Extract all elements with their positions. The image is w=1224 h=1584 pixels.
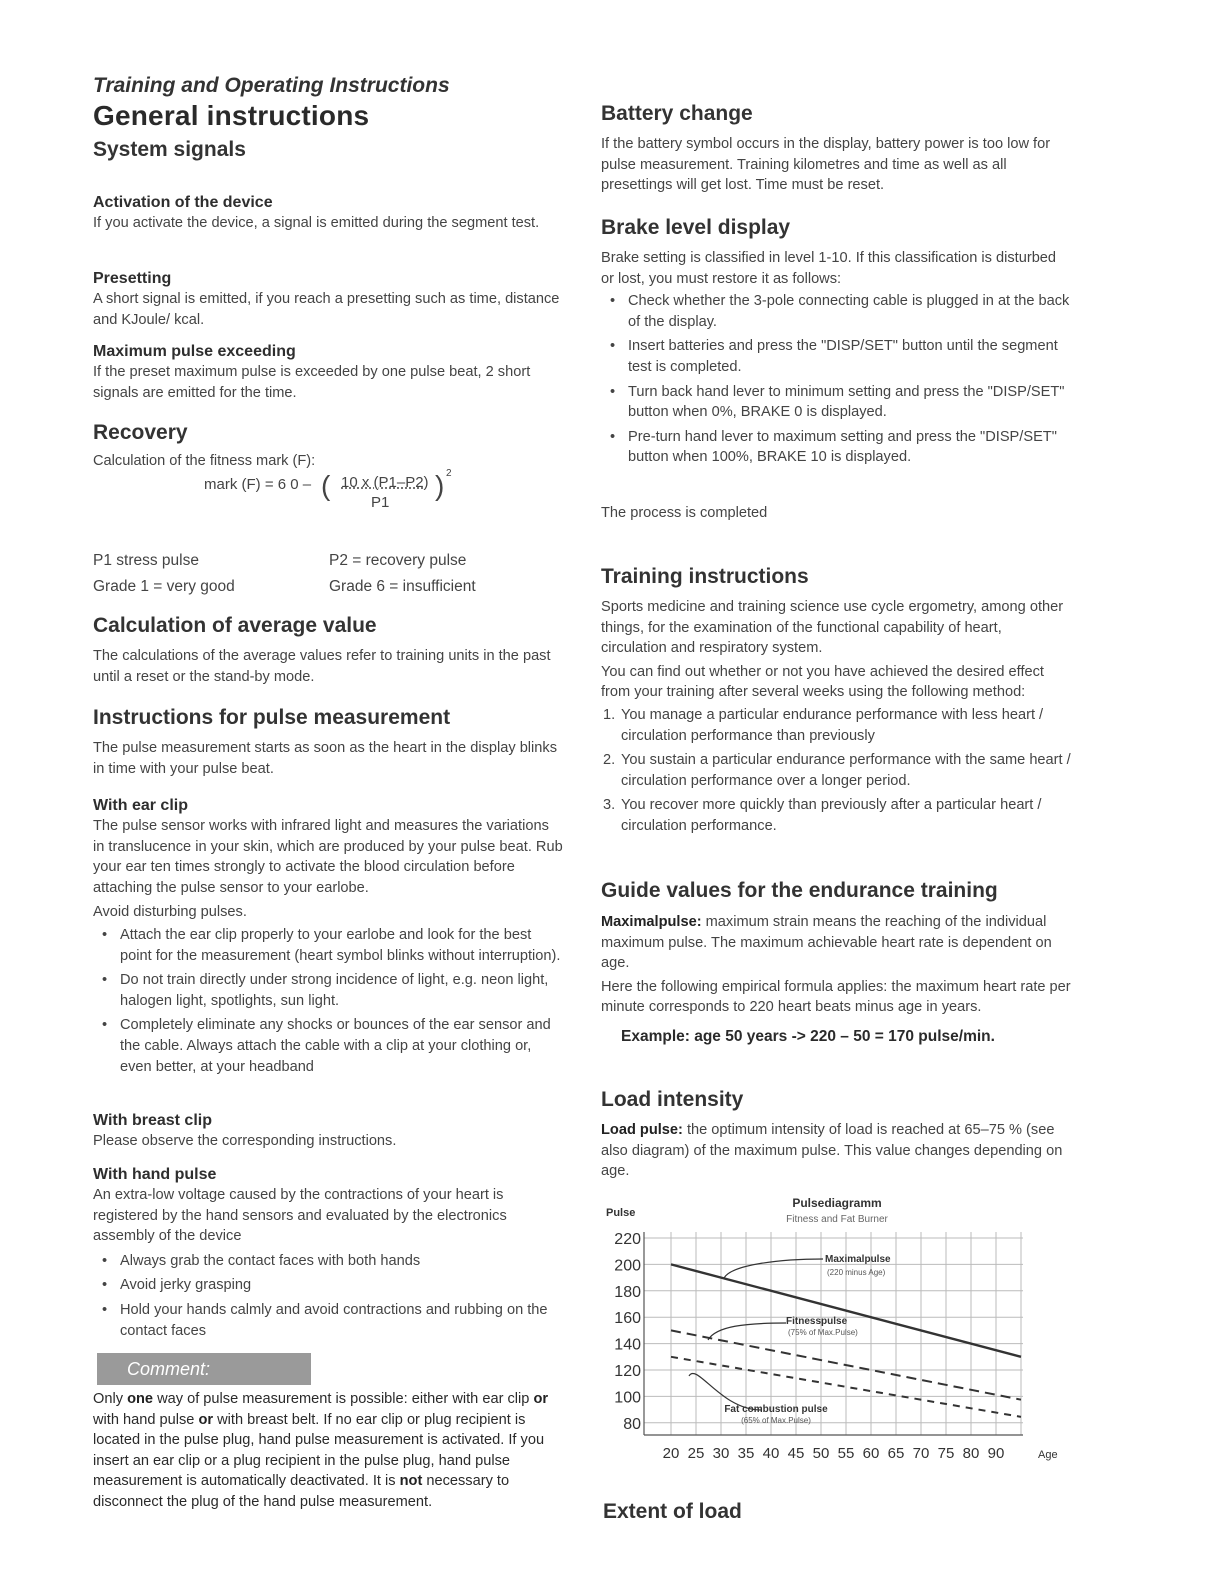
activation-text: If you activate the device, a signal is emitted during the segment test. <box>93 215 540 231</box>
formula-lhs: mark (F) = 6 0 – <box>204 475 312 493</box>
section-heading-average: Calculation of average value <box>93 614 377 637</box>
list-item: • Attach the ear clip properly to your earlobe and look for the best point for the measurement (heart symbol blinks without interruption). <box>93 925 563 966</box>
comment-label: Comment: <box>97 1353 311 1385</box>
list-item: • Turn back hand lever to minimum setting and press the "DISP/SET" button when 0%, BRAKE 0 is displayed. <box>601 382 1071 423</box>
p2-definition: P2 = recovery pulse <box>329 552 467 569</box>
list-item: • Hold your hands calmly and avoid contractions and rubbing on the contact faces <box>93 1300 563 1341</box>
subheading-ear-clip: With ear clip <box>93 797 188 814</box>
training-list <box>601 705 1071 837</box>
page-title: General instructions <box>93 100 370 131</box>
y-tick-label: 80 <box>623 1415 641 1433</box>
y-tick-label: 200 <box>614 1257 641 1275</box>
series-label: Maximalpulse <box>825 1254 891 1265</box>
subheading-max-pulse: Maximum pulse exceeding <box>93 343 296 360</box>
document-kicker: Training and Operating Instructions <box>93 74 450 97</box>
series-label: Fat combustion pulse <box>724 1404 828 1415</box>
hand-pulse-text: An extra-low voltage caused by the contractions of your heart is registered by the hand sensors and evaluated by the electronics assembly of the device <box>93 1187 507 1245</box>
annotation-leader <box>724 1259 823 1278</box>
section-heading-recovery: Recovery <box>93 421 188 444</box>
fitness-formula <box>93 467 563 518</box>
y-tick-label: 120 <box>614 1363 641 1380</box>
x-axis-label: Age <box>1038 1449 1058 1461</box>
subheading-hand-pulse: With hand pulse <box>93 1166 217 1183</box>
subheading-activation: Activation of the device <box>93 194 273 211</box>
y-tick-label: 160 <box>614 1310 641 1328</box>
series-label: Fitnesspulse <box>786 1316 848 1327</box>
annotation-leader <box>708 1323 786 1340</box>
x-tick-label: 90 <box>987 1445 1005 1462</box>
x-tick-label: 80 <box>962 1445 980 1462</box>
list-item: 3. You recover more quickly than previously after a particular heart / circulation performance. <box>603 797 1042 834</box>
average-text: The calculations of the average values refer to training units in the past until a reset or the stand-by mode. <box>93 648 551 685</box>
training-text1: Sports medicine and training science use cycle ergometry, among other things, for the examination of the functional capability of heart, circulation and respiratory system. <box>601 599 1064 657</box>
max-pulse-text: If the preset maximum pulse is exceeded by one pulse beat, 2 short signals are emitted for the time. <box>93 364 531 401</box>
list-item: • Avoid jerky grasping <box>93 1275 563 1296</box>
brake-text: Brake setting is classified in level 1-10. If this classification is disturbed or lost, you must restore it as follows: <box>601 250 1057 287</box>
section-heading-guide: Guide values for the endurance training <box>601 879 998 902</box>
x-tick-label: 40 <box>762 1445 780 1462</box>
x-tick-label: 45 <box>787 1445 805 1462</box>
y-axis-label: Pulse <box>606 1207 636 1219</box>
series-note: (220 minus Age) <box>827 1268 886 1277</box>
x-tick-label: 55 <box>837 1445 855 1462</box>
x-tick-label: 50 <box>812 1445 830 1462</box>
section-heading-pulse: Instructions for pulse measurement <box>93 706 451 729</box>
formula-denominator: P1 <box>371 493 390 511</box>
comment-text: Only one way of pulse measurement is possible: either with ear clip or with hand pulse or with breast belt. If no ear clip or plug recipient is located in the pulse plug, hand pulse measurement is activated. If you insert an ear clip or a plug recipient in the pulse plug, hand pulse measurement is automatically deactivated. It is not necessary to disconnect the plug of the hand pulse measurement. <box>93 1391 549 1510</box>
formula-paren-open: ( <box>321 469 331 501</box>
ear-clip-text2: Avoid disturbing pulses. <box>93 904 247 921</box>
p1-definition: P1 stress pulse <box>93 552 199 569</box>
series-note: (65% of Max.Pulse) <box>741 1416 811 1425</box>
presetting-text: A short signal is emitted, if you reach a presetting such as time, distance and KJoule/ kcal. <box>93 291 560 328</box>
pulse-text: The pulse measurement starts as soon as the heart in the display blinks in time with your pulse beat. <box>93 740 557 777</box>
list-item: 2. You sustain a particular endurance performance with the same heart / circulation performance over a longer period. <box>603 752 1071 789</box>
section-heading-extent: Extent of load <box>603 1500 742 1523</box>
list-item: • Pre-turn hand lever to maximum setting and press the "DISP/SET" button when 100%, BRAKE 10 is displayed. <box>601 427 1071 468</box>
grade-6: Grade 6 = insufficient <box>329 578 476 595</box>
y-tick-label: 140 <box>614 1336 641 1354</box>
section-heading-brake: Brake level display <box>601 216 791 239</box>
brake-steps <box>601 291 1071 468</box>
y-tick-label: 100 <box>614 1389 641 1407</box>
ear-clip-bullets <box>93 925 563 1077</box>
chart-subtitle: Fitness and Fat Burner <box>786 1214 888 1225</box>
guide-formula-text: Here the following empirical formula applies: the maximum heart rate per minute corresponds to 220 heart beats minus age in years. <box>601 978 1071 1016</box>
ear-clip-text: The pulse sensor works with infrared light and measures the variations in translucence in your skin, which are produced by your pulse beat. Rub your ear ten times strongly to activate the blood circulation before attaching the pulse sensor to your earlobe. <box>93 818 563 896</box>
grade-1: Grade 1 = very good <box>93 578 235 595</box>
list-item: • Always grab the contact faces with both hands <box>93 1251 563 1272</box>
x-tick-label: 70 <box>912 1445 930 1462</box>
list-item: • Check whether the 3-pole connecting cable is plugged in at the back of the display. <box>601 291 1071 332</box>
battery-text: If the battery symbol occurs in the display, battery power is too low for pulse measurement. Training kilometres and time as well as all presettings will get lost. Time must be reset. <box>601 136 1051 194</box>
x-tick-label: 20 <box>662 1445 680 1462</box>
section-heading-training: Training instructions <box>601 565 809 588</box>
subheading-presetting: Presetting <box>93 270 172 287</box>
load-text: Load pulse: the optimum intensity of load is reached at 65–75 % (see also diagram) of the maximum pulse. This value changes depending on age. <box>601 1122 1063 1180</box>
x-tick-label: 35 <box>737 1445 755 1462</box>
chart-title: Pulsediagramm <box>792 1196 882 1210</box>
section-heading-system-signals: System signals <box>93 138 246 161</box>
recovery-intro: Calculation of the fitness mark (F): <box>93 453 316 469</box>
list-item: • Completely eliminate any shocks or bounces of the ear sensor and the cable. Always attach the cable with a clip at your clothing or, even better, at your headband <box>93 1015 563 1077</box>
x-tick-label: 65 <box>887 1445 905 1462</box>
breast-clip-text: Please observe the corresponding instructions. <box>93 1133 397 1149</box>
list-item: 1. You manage a particular endurance performance with less heart / circulation performance than previously <box>603 706 1044 744</box>
section-heading-load: Load intensity <box>601 1088 744 1111</box>
process-completed: The process is completed <box>601 505 768 521</box>
subheading-breast-clip: With breast clip <box>93 1112 212 1129</box>
x-tick-label: 25 <box>687 1445 705 1462</box>
x-tick-label: 30 <box>712 1445 730 1462</box>
guide-maximalpulse: Maximalpulse: maximum strain means the reaching of the individual maximum pulse. The maximum achievable heart rate is dependent on age. <box>601 914 1052 972</box>
list-item: • Do not train directly under strong incidence of light, e.g. neon light, halogen light, spotlights, sun light. <box>93 970 563 1011</box>
hand-pulse-bullets <box>93 1251 563 1341</box>
x-tick-label: 60 <box>862 1445 880 1462</box>
series-note: (75% of Max.Pulse) <box>788 1328 858 1337</box>
x-tick-label: 75 <box>937 1445 955 1462</box>
pulse-diagram <box>601 1190 1071 1480</box>
y-tick-label: 180 <box>614 1283 641 1301</box>
formula-exponent: 2 <box>446 467 452 479</box>
formula-numerator: 10 x (P1–P2) <box>341 473 429 491</box>
training-text2: You can find out whether or not you have achieved the desired effect from your training after several weeks using the following method: <box>601 663 1044 701</box>
list-item: • Insert batteries and press the "DISP/SET" button until the segment test is completed. <box>601 336 1071 377</box>
formula-paren-close: ) <box>435 469 445 501</box>
section-heading-battery: Battery change <box>601 102 753 125</box>
y-tick-label: 220 <box>614 1231 641 1248</box>
guide-example: Example: age 50 years -> 220 – 50 = 170 pulse/min. <box>621 1027 995 1045</box>
